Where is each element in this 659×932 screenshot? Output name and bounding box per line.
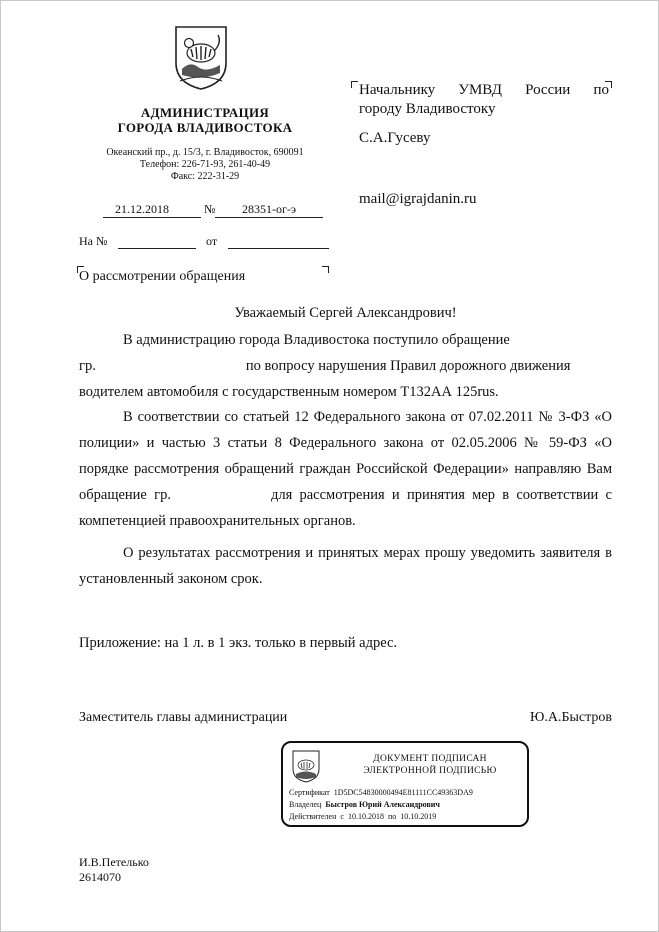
ref-date-line bbox=[228, 248, 329, 249]
owner-label: Владелец bbox=[289, 800, 322, 809]
cert-value: 1D5DC54830000494E81111CC49363DA9 bbox=[333, 788, 473, 797]
paragraph-2-text bbox=[79, 404, 612, 534]
executor-phone: 2614070 bbox=[79, 870, 121, 884]
valid-from-label: с bbox=[340, 812, 344, 821]
address: Океанский пр., д. 15/3, г. Владивосток, 690091 bbox=[106, 147, 304, 158]
cert-label: Сертификат bbox=[289, 788, 330, 797]
valid-label: Действителен bbox=[289, 812, 337, 821]
paragraph-1-line-3: водителем автомобиля с государственным номером Т132АА 125rus. bbox=[79, 384, 499, 400]
organization-name bbox=[71, 105, 339, 135]
org-line-2: ГОРОДА ВЛАДИВОСТОКА bbox=[117, 120, 293, 135]
reg-number: 28351-ог-э bbox=[241, 202, 297, 216]
paragraph-3-text: О результатах рассмотрения и принятых мерах прошу уведомить заявителя в установленный законом срок. bbox=[79, 545, 612, 587]
paragraph-1-line-2 bbox=[79, 353, 612, 379]
subject-corner-right bbox=[322, 266, 329, 273]
signature-row bbox=[79, 710, 612, 726]
recipient-line-2: городу Владивостоку bbox=[359, 101, 496, 117]
subject: О рассмотрении обращения bbox=[79, 269, 246, 284]
reg-date-value: 21.12.2018 bbox=[115, 202, 169, 216]
executor-block bbox=[79, 855, 149, 885]
p2-part-1: В соответствии со статьей 12 Федерального закона от 07.02.2011 № 3-ФЗ «О полиции» и частью 3 статьи 8 Федерального закона от 02.05.2006 № 59-ФЗ «О порядке рассмотрения обращений граждан Российской Федерации» направляю Вам обращение гр. bbox=[79, 409, 612, 503]
phones: Телефон: 226-71-93, 261-40-49 bbox=[139, 159, 271, 170]
recipient-line-1 bbox=[359, 81, 609, 100]
ref-number-line bbox=[118, 248, 196, 249]
recipient-block bbox=[359, 81, 609, 209]
reg-number-label: № bbox=[204, 202, 216, 216]
p1-continuation: по вопросу нарушения Правил дорожного движения bbox=[245, 358, 571, 374]
ref-date-label: от bbox=[206, 234, 218, 248]
stamp-title-1: ДОКУМЕНТ ПОДПИСАН bbox=[373, 754, 487, 764]
signatory-position: Заместитель главы администрации bbox=[79, 710, 288, 725]
stamp-validity bbox=[289, 811, 473, 823]
recipient-word: России bbox=[525, 82, 571, 98]
valid-from: 10.10.2018 bbox=[347, 812, 384, 821]
reg-number-line bbox=[215, 217, 323, 218]
recipient-name: С.А.Гусеву bbox=[359, 130, 431, 146]
vladivostok-coat-of-arms-icon bbox=[172, 23, 230, 91]
stamp-coat-of-arms-icon bbox=[291, 749, 321, 783]
fax: Факс: 222-31-29 bbox=[170, 171, 240, 182]
stamp-details bbox=[289, 787, 473, 823]
recipient-word: УМВД bbox=[458, 82, 502, 98]
p2-part-2: для рассмотрения и принятия мер в соответствии с компетенцией правоохранительных органов. bbox=[79, 487, 612, 529]
valid-to: 10.10.2019 bbox=[400, 812, 437, 821]
stamp-title-2: ЭЛЕКТРОННОЙ ПОДПИСЬЮ bbox=[363, 766, 497, 776]
signatory-name: Ю.А.Быстров bbox=[529, 710, 612, 725]
reg-date bbox=[103, 202, 181, 217]
reg-date-line bbox=[103, 217, 201, 218]
recipient-corner-left bbox=[351, 81, 358, 88]
valid-to-label: по bbox=[387, 812, 397, 821]
ref-number-label: На № bbox=[79, 234, 108, 248]
org-line-1: АДМИНИСТРАЦИЯ bbox=[140, 105, 270, 120]
recipient-email: mail@igrajdanin.ru bbox=[359, 191, 477, 207]
paragraph-2 bbox=[79, 404, 612, 534]
recipient-word: Начальнику bbox=[359, 82, 436, 98]
owner-value: Быстров Юрий Александрович bbox=[325, 800, 440, 809]
greeting: Уважаемый Сергей Александрович! bbox=[234, 305, 457, 321]
stamp-title bbox=[335, 753, 525, 777]
gr-label: гр. bbox=[79, 358, 96, 374]
attachment: Приложение: на 1 л. в 1 экз. только в первый адрес. bbox=[79, 635, 398, 651]
executor-name: И.В.Петелько bbox=[79, 855, 149, 869]
recipient-word: по bbox=[593, 82, 609, 98]
electronic-signature-stamp bbox=[281, 741, 529, 827]
paragraph-1-line-1: В администрацию города Владивостока поступило обращение bbox=[123, 332, 510, 348]
paragraph-1 bbox=[79, 327, 612, 405]
stamp-owner bbox=[289, 799, 473, 811]
organization-contacts bbox=[61, 147, 349, 183]
stamp-certificate bbox=[289, 787, 473, 799]
paragraph-3 bbox=[79, 540, 612, 592]
